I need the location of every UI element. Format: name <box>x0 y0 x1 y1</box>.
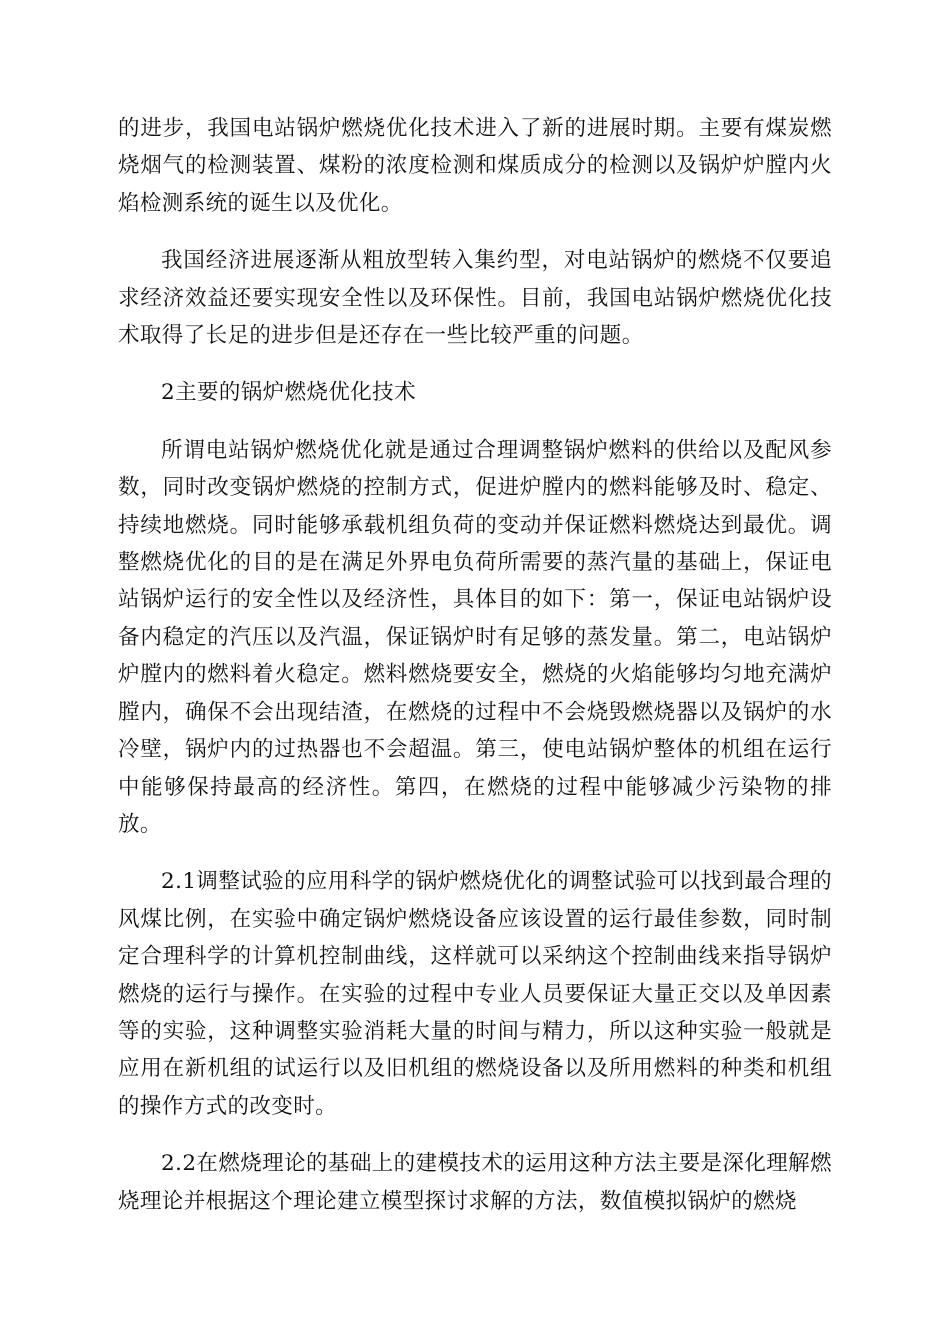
paragraph-intro-continued: 的进步，我国电站锅炉燃烧优化技术进入了新的进展时期。主要有煤炭燃烧烟气的检测装置、煤粉的浓度检测和煤质成分的检测以及锅炉炉膛内火焰检测系统的诞生以及优化。 <box>118 116 832 216</box>
paragraph-section-2-2: 2.2在燃烧理论的基础上的建模技术的运用这种方法主要是深化理解燃烧理论并根据这个理论建立模型探讨求解的方法，数值模拟锅炉的燃烧 <box>118 1151 832 1214</box>
paragraph-section-2-1: 2.1调整试验的应用科学的锅炉燃烧优化的调整试验可以找到最合理的风煤比例，在实验中确定锅炉燃烧设备应该设置的运行最佳参数，同时制定合理科学的计算机控制曲线，这样就可以采纳这个控制曲线来指导锅炉燃烧的运行与操作。在实验的过程中专业人员要保证大量正交以及单因素等的实验，这种调整实验消耗大量的时间与精力，所以这种实验一般就是应用在新机组的试运行以及旧机组的燃烧设备以及所用燃料的种类和机组的操作方式的改变时。 <box>118 869 832 1119</box>
paragraph-economy: 我国经济进展逐渐从粗放型转入集约型，对电站锅炉的燃烧不仅要追求经济效益还要实现安全性以及环保性。目前，我国电站锅炉燃烧优化技术取得了长足的进步但是还存在一些比较严重的问题。 <box>118 248 832 349</box>
section-heading-2: 2主要的锅炉燃烧优化技术 <box>161 380 416 406</box>
document-page <box>118 110 832 1220</box>
paragraph-optimization-definition: 所谓电站锅炉燃烧优化就是通过合理调整锅炉燃料的供给以及配风参数，同时改变锅炉燃烧的控制方式，促进炉膛内的燃料能够及时、稳定、持续地燃烧。同时能够承载机组负荷的变动并保证燃料燃烧达到最优。调整燃烧优化的目的是在满足外界电负荷所需要的蒸汽量的基础上，保证电站锅炉运行的安全性以及经济性，具体目的如下：第一，保证电站锅炉设备内稳定的汽压以及汽温，保证锅炉时有足够的蒸发量。第二，电站锅炉炉膛内的燃料着火稳定。燃料燃烧要安全，燃烧的火焰能够均匀地充满炉膛内，确保不会出现结渣，在燃烧的过程中不会烧毁燃烧器以及锅炉的水冷壁，锅炉内的过热器也不会超温。第三，使电站锅炉整体的机组在运行中能够保持最高的经济性。第四，在燃烧的过程中能够减少污染物的排放。 <box>118 437 832 837</box>
